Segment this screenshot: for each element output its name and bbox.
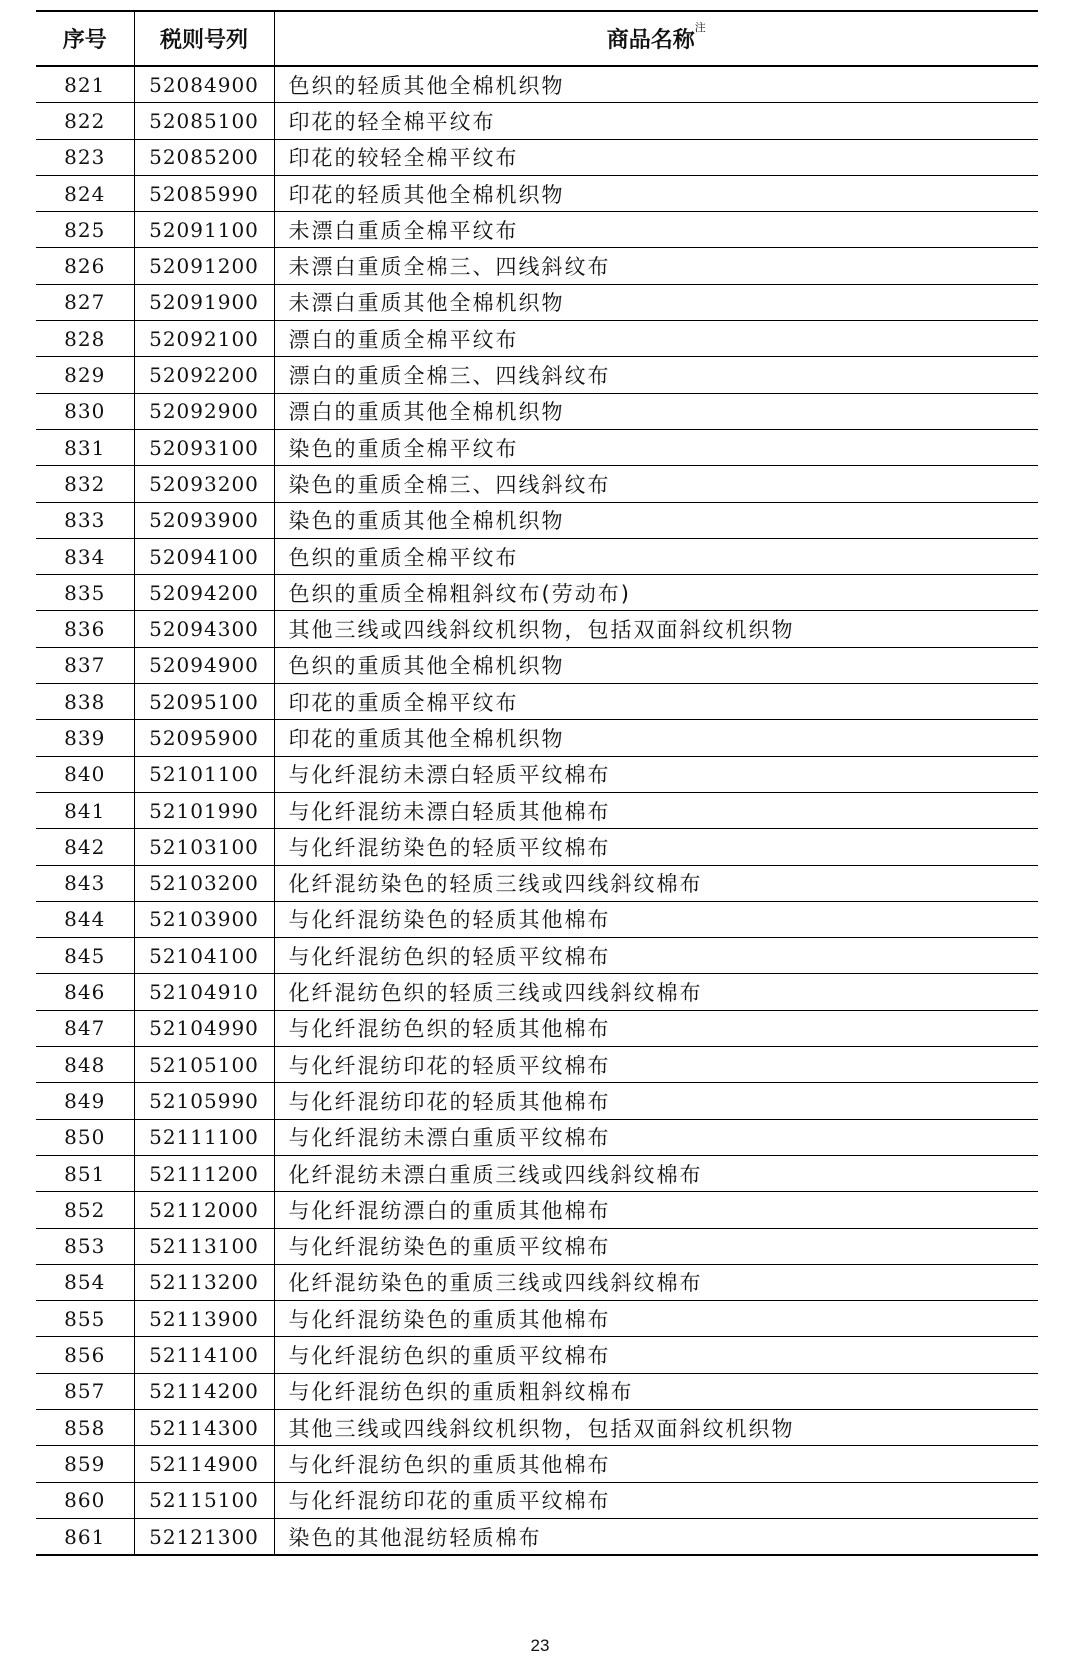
row-seq: 845: [36, 938, 134, 974]
row-seq: 850: [36, 1119, 134, 1155]
row-seq: 846: [36, 974, 134, 1010]
row-name: 漂白的重质全棉三、四线斜纹布: [274, 357, 1038, 393]
row-name: 与化纤混纺色织的轻质平纹棉布: [274, 938, 1038, 974]
row-name: 印花的轻质其他全棉机织物: [274, 175, 1038, 211]
row-code: 52114900: [134, 1446, 274, 1482]
row-name: 染色的重质其他全棉机织物: [274, 502, 1038, 538]
table-row: [36, 103, 1038, 139]
row-code: 52092900: [134, 393, 274, 429]
row-name: 化纤混纺染色的轻质三线或四线斜纹棉布: [274, 865, 1038, 901]
table-row: [36, 756, 1038, 792]
row-seq: 829: [36, 357, 134, 393]
row-seq: 841: [36, 792, 134, 828]
table-row: [36, 1446, 1038, 1482]
table-row: [36, 212, 1038, 248]
table-row: [36, 502, 1038, 538]
row-name: 印花的重质全棉平纹布: [274, 684, 1038, 720]
page-number: 23: [530, 1636, 550, 1655]
row-name: 其他三线或四线斜纹机织物，包括双面斜纹机织物: [274, 1409, 1038, 1445]
row-code: 52093900: [134, 502, 274, 538]
row-name: 漂白的重质其他全棉机织物: [274, 393, 1038, 429]
table-row: [36, 1337, 1038, 1373]
table-row: [36, 1518, 1038, 1555]
row-seq: 843: [36, 865, 134, 901]
row-seq: 826: [36, 248, 134, 284]
tariff-table: [36, 10, 1038, 1556]
table-row: [36, 1192, 1038, 1228]
row-name: 与化纤混纺染色的重质其他棉布: [274, 1301, 1038, 1337]
table-row: [36, 684, 1038, 720]
row-name: 与化纤混纺未漂白轻质其他棉布: [274, 792, 1038, 828]
row-code: 52101100: [134, 756, 274, 792]
row-code: 52113200: [134, 1264, 274, 1300]
row-code: 52094200: [134, 575, 274, 611]
row-seq: 835: [36, 575, 134, 611]
row-name: 与化纤混纺色织的轻质其他棉布: [274, 1010, 1038, 1046]
row-code: 52084900: [134, 66, 274, 103]
row-code: 52113100: [134, 1228, 274, 1264]
row-code: 52095100: [134, 684, 274, 720]
row-seq: 836: [36, 611, 134, 647]
row-code: 52111200: [134, 1155, 274, 1191]
row-seq: 837: [36, 647, 134, 683]
table-header-row: [36, 11, 1038, 66]
row-code: 52111100: [134, 1119, 274, 1155]
row-seq: 839: [36, 720, 134, 756]
row-code: 52105100: [134, 1047, 274, 1083]
row-seq: 822: [36, 103, 134, 139]
row-name: 色织的轻质其他全棉机织物: [274, 66, 1038, 103]
row-code: 52101990: [134, 792, 274, 828]
row-seq: 830: [36, 393, 134, 429]
row-seq: 828: [36, 321, 134, 357]
table-row: [36, 429, 1038, 465]
table-row: [36, 538, 1038, 574]
table-row: [36, 1264, 1038, 1300]
row-seq: 825: [36, 212, 134, 248]
row-seq: 832: [36, 466, 134, 502]
row-seq: 833: [36, 502, 134, 538]
table-row: [36, 1482, 1038, 1518]
table-row: [36, 1119, 1038, 1155]
row-code: 52093100: [134, 429, 274, 465]
table-row: [36, 611, 1038, 647]
row-name: 化纤混纺未漂白重质三线或四线斜纹棉布: [274, 1155, 1038, 1191]
row-seq: 861: [36, 1518, 134, 1555]
row-code: 52091900: [134, 284, 274, 320]
row-seq: 824: [36, 175, 134, 211]
row-name: 化纤混纺色织的轻质三线或四线斜纹棉布: [274, 974, 1038, 1010]
row-seq: 821: [36, 66, 134, 103]
row-name: 与化纤混纺印花的轻质平纹棉布: [274, 1047, 1038, 1083]
row-name: 其他三线或四线斜纹机织物，包括双面斜纹机织物: [274, 611, 1038, 647]
table-row: [36, 393, 1038, 429]
row-code: 52103200: [134, 865, 274, 901]
table-row: [36, 248, 1038, 284]
row-seq: 854: [36, 1264, 134, 1300]
row-code: 52104100: [134, 938, 274, 974]
row-name: 与化纤混纺未漂白重质平纹棉布: [274, 1119, 1038, 1155]
row-code: 52112000: [134, 1192, 274, 1228]
table-row: [36, 720, 1038, 756]
row-code: 52103900: [134, 901, 274, 937]
row-seq: 848: [36, 1047, 134, 1083]
row-seq: 823: [36, 139, 134, 175]
row-name: 色织的重质全棉粗斜纹布(劳动布): [274, 575, 1038, 611]
table-row: [36, 466, 1038, 502]
header-name-note: 注: [694, 21, 706, 34]
table-row: [36, 575, 1038, 611]
table-row: [36, 66, 1038, 103]
row-seq: 857: [36, 1373, 134, 1409]
row-code: 52114200: [134, 1373, 274, 1409]
row-name: 与化纤混纺漂白的重质其他棉布: [274, 1192, 1038, 1228]
row-code: 52094100: [134, 538, 274, 574]
table-row: [36, 284, 1038, 320]
table-row: [36, 1409, 1038, 1445]
row-name: 印花的轻全棉平纹布: [274, 103, 1038, 139]
table-row: [36, 139, 1038, 175]
header-name-label: 商品名称: [606, 28, 695, 53]
row-code: 52093200: [134, 466, 274, 502]
row-seq: 849: [36, 1083, 134, 1119]
row-name: 未漂白重质全棉平纹布: [274, 212, 1038, 248]
table-row: [36, 1155, 1038, 1191]
row-code: 52085990: [134, 175, 274, 211]
row-name: 印花的较轻全棉平纹布: [274, 139, 1038, 175]
row-code: 52114100: [134, 1337, 274, 1373]
row-name: 未漂白重质其他全棉机织物: [274, 284, 1038, 320]
row-name: 印花的重质其他全棉机织物: [274, 720, 1038, 756]
row-name: 染色的重质全棉三、四线斜纹布: [274, 466, 1038, 502]
row-seq: 842: [36, 829, 134, 865]
table-row: [36, 321, 1038, 357]
row-name: 化纤混纺染色的重质三线或四线斜纹棉布: [274, 1264, 1038, 1300]
row-seq: 831: [36, 429, 134, 465]
row-name: 与化纤混纺染色的轻质其他棉布: [274, 901, 1038, 937]
row-name: 漂白的重质全棉平纹布: [274, 321, 1038, 357]
row-name: 染色的其他混纺轻质棉布: [274, 1518, 1038, 1555]
row-name: 与化纤混纺染色的轻质平纹棉布: [274, 829, 1038, 865]
row-code: 52094900: [134, 647, 274, 683]
row-name: 染色的重质全棉平纹布: [274, 429, 1038, 465]
row-code: 52115100: [134, 1482, 274, 1518]
tariff-table-page: [36, 10, 1038, 1556]
row-code: 52114300: [134, 1409, 274, 1445]
row-name: 与化纤混纺色织的重质其他棉布: [274, 1446, 1038, 1482]
row-code: 52104990: [134, 1010, 274, 1046]
row-code: 52092100: [134, 321, 274, 357]
row-name: 色织的重质其他全棉机织物: [274, 647, 1038, 683]
header-name: [274, 11, 1038, 66]
row-name: 色织的重质全棉平纹布: [274, 538, 1038, 574]
row-code: 52085100: [134, 103, 274, 139]
row-seq: 834: [36, 538, 134, 574]
row-seq: 852: [36, 1192, 134, 1228]
header-code: 税则号列: [134, 11, 274, 66]
row-seq: 859: [36, 1446, 134, 1482]
table-row: [36, 792, 1038, 828]
table-row: [36, 175, 1038, 211]
table-row: [36, 901, 1038, 937]
table-row: [36, 1373, 1038, 1409]
row-seq: 844: [36, 901, 134, 937]
row-seq: 860: [36, 1482, 134, 1518]
row-code: 52104910: [134, 974, 274, 1010]
row-seq: 827: [36, 284, 134, 320]
table-row: [36, 357, 1038, 393]
table-row: [36, 647, 1038, 683]
table-row: [36, 1301, 1038, 1337]
table-row: [36, 865, 1038, 901]
row-code: 52095900: [134, 720, 274, 756]
table-row: [36, 1010, 1038, 1046]
row-name: 与化纤混纺染色的重质平纹棉布: [274, 1228, 1038, 1264]
row-code: 52105990: [134, 1083, 274, 1119]
table-row: [36, 1047, 1038, 1083]
row-name: 与化纤混纺未漂白轻质平纹棉布: [274, 756, 1038, 792]
row-seq: 858: [36, 1409, 134, 1445]
row-seq: 855: [36, 1301, 134, 1337]
row-seq: 847: [36, 1010, 134, 1046]
row-code: 52113900: [134, 1301, 274, 1337]
row-code: 52121300: [134, 1518, 274, 1555]
table-row: [36, 1228, 1038, 1264]
row-name: 与化纤混纺色织的重质平纹棉布: [274, 1337, 1038, 1373]
row-name: 未漂白重质全棉三、四线斜纹布: [274, 248, 1038, 284]
row-name: 与化纤混纺印花的轻质其他棉布: [274, 1083, 1038, 1119]
row-name: 与化纤混纺色织的重质粗斜纹棉布: [274, 1373, 1038, 1409]
table-row: [36, 829, 1038, 865]
row-seq: 840: [36, 756, 134, 792]
row-code: 52092200: [134, 357, 274, 393]
header-seq: 序号: [36, 11, 134, 66]
table-row: [36, 1083, 1038, 1119]
table-body: [36, 66, 1038, 1555]
row-code: 52085200: [134, 139, 274, 175]
row-seq: 853: [36, 1228, 134, 1264]
row-name: 与化纤混纺印花的重质平纹棉布: [274, 1482, 1038, 1518]
row-code: 52103100: [134, 829, 274, 865]
row-seq: 838: [36, 684, 134, 720]
table-row: [36, 938, 1038, 974]
row-seq: 851: [36, 1155, 134, 1191]
table-row: [36, 974, 1038, 1010]
row-code: 52091200: [134, 248, 274, 284]
row-code: 52094300: [134, 611, 274, 647]
row-seq: 856: [36, 1337, 134, 1373]
row-code: 52091100: [134, 212, 274, 248]
